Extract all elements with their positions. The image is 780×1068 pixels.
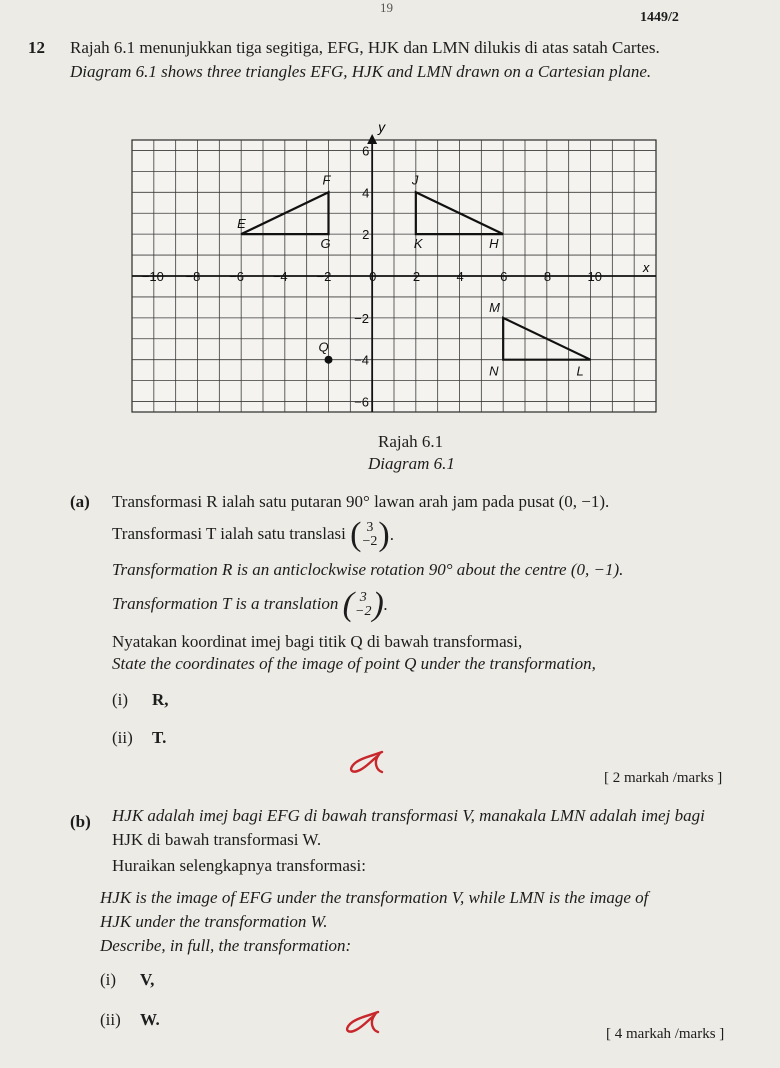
part-a-sub-ii-text: T. [152, 728, 167, 747]
question-number: 12 [28, 38, 45, 57]
vector-top-en: 3 [359, 590, 367, 605]
x-axis-label: x [642, 260, 650, 275]
x-tick-label: 2 [412, 269, 421, 284]
vector-bottom: −2 [362, 534, 378, 549]
point-label-f: F [322, 172, 331, 188]
part-b-line2-en: HJK under the transformation W. [100, 912, 328, 931]
part-a-sub-i: (i) [112, 690, 129, 709]
part-b-line3-en: Describe, in full, the transformation: [100, 936, 352, 955]
y-tick-label: −6 [354, 394, 369, 410]
y-axis-label: y [378, 119, 386, 135]
point-label-k: K [413, 236, 423, 252]
paper-code: 1449/2 [640, 10, 679, 25]
part-a-line2-en-text: Transformation T is a translation [112, 593, 339, 613]
x-tick-label: −2 [316, 269, 332, 284]
part-b-line2-ms: HJK di bawah transformasi W. [112, 830, 322, 849]
part-b-label: (b) [70, 812, 91, 831]
y-tick-label: 2 [362, 227, 370, 243]
part-b-marks: [ 4 markah /marks ] [606, 1026, 725, 1042]
point-label-g: G [320, 236, 331, 252]
point-label-l: L [576, 363, 584, 379]
point-label-n: N [489, 363, 499, 379]
x-tick-label: −8 [185, 269, 201, 284]
diagram-caption-en: Diagram 6.1 [368, 454, 455, 473]
page-number: 19 [380, 0, 393, 15]
part-b-sub-ii: (ii) [100, 1010, 121, 1029]
part-b-line1-en: HJK is the image of EFG under the transformation V, while LMN is the image of [100, 888, 649, 907]
translation-vector: ( 3 −2 ) . [350, 516, 394, 553]
part-b-line1-ms: HJK adalah imej bagi EFG di bawah transformasi V, manakala LMN adalah imej bagi [112, 806, 705, 825]
part-b-sub-ii-text: W. [140, 1010, 160, 1029]
part-a-state-ms: Nyatakan koordinat imej bagi titik Q di bawah transformasi, [112, 632, 523, 651]
x-tick-label: −6 [229, 269, 244, 284]
y-tick-label: −2 [354, 310, 369, 326]
question-intro-en: Diagram 6.1 shows three triangles EFG, HJK and LMN drawn on a Cartesian plane. [70, 62, 652, 81]
part-a-label: (a) [70, 492, 90, 511]
x-tick-label: 6 [500, 269, 508, 284]
vector-bottom-en: −2 [355, 604, 372, 619]
y-tick-label: 6 [362, 143, 370, 159]
part-a-marks: [ 2 markah /marks ] [604, 770, 723, 786]
point-label-h: H [489, 236, 499, 252]
vector-top: 3 [366, 520, 374, 535]
diagram-caption-ms: Rajah 6.1 [378, 432, 444, 451]
y-tick-label: −4 [354, 352, 369, 368]
x-tick-label: 8 [543, 269, 552, 284]
y-tick-label: 4 [362, 185, 370, 201]
handwritten-mark-2 [340, 1008, 386, 1036]
x-tick-label: −10 [141, 269, 164, 284]
part-a-sub-ii: (ii) [112, 728, 133, 747]
handwritten-mark [344, 748, 390, 776]
part-a-line1-en: Transformation R is an anticlockwise rotation 90° about the centre (0, −1). [112, 560, 624, 579]
part-a-line2-ms [112, 518, 394, 552]
part-b-sub-i: (i) [100, 970, 117, 989]
part-a-line1-ms: Transformasi R ialah satu putaran 90° lawan arah jam pada pusat (0, −1). [112, 492, 610, 511]
x-tick-label: 4 [456, 269, 464, 284]
translation-vector-en: ( 3 −2 ) . [342, 586, 389, 623]
point-label-j: J [411, 172, 419, 188]
part-a-state-en: State the coordinates of the image of point Q under the transformation, [112, 654, 596, 673]
x-tick-label: 0 [369, 269, 377, 284]
x-tick-label: 10 [587, 269, 602, 284]
part-a-line2-ms-text: Transformasi T ialah satu translasi [112, 523, 346, 543]
point-label-e: E [237, 216, 246, 232]
part-a-sub-i-text: R, [152, 690, 169, 709]
part-b-line3-ms: Huraikan selengkapnya transformasi: [112, 856, 366, 875]
point-label-q: Q [318, 339, 329, 355]
question-intro-ms: Rajah 6.1 menunjukkan tiga segitiga, EFG, HJK dan LMN dilukis di atas satah Cartes. [70, 38, 660, 57]
cartesian-diagram [128, 118, 668, 418]
part-b-sub-i-text: V, [140, 970, 155, 989]
x-tick-label: −4 [272, 269, 288, 284]
point-q-dot [325, 356, 333, 364]
part-a-line2-en [112, 588, 388, 622]
point-label-m: M [489, 299, 501, 315]
